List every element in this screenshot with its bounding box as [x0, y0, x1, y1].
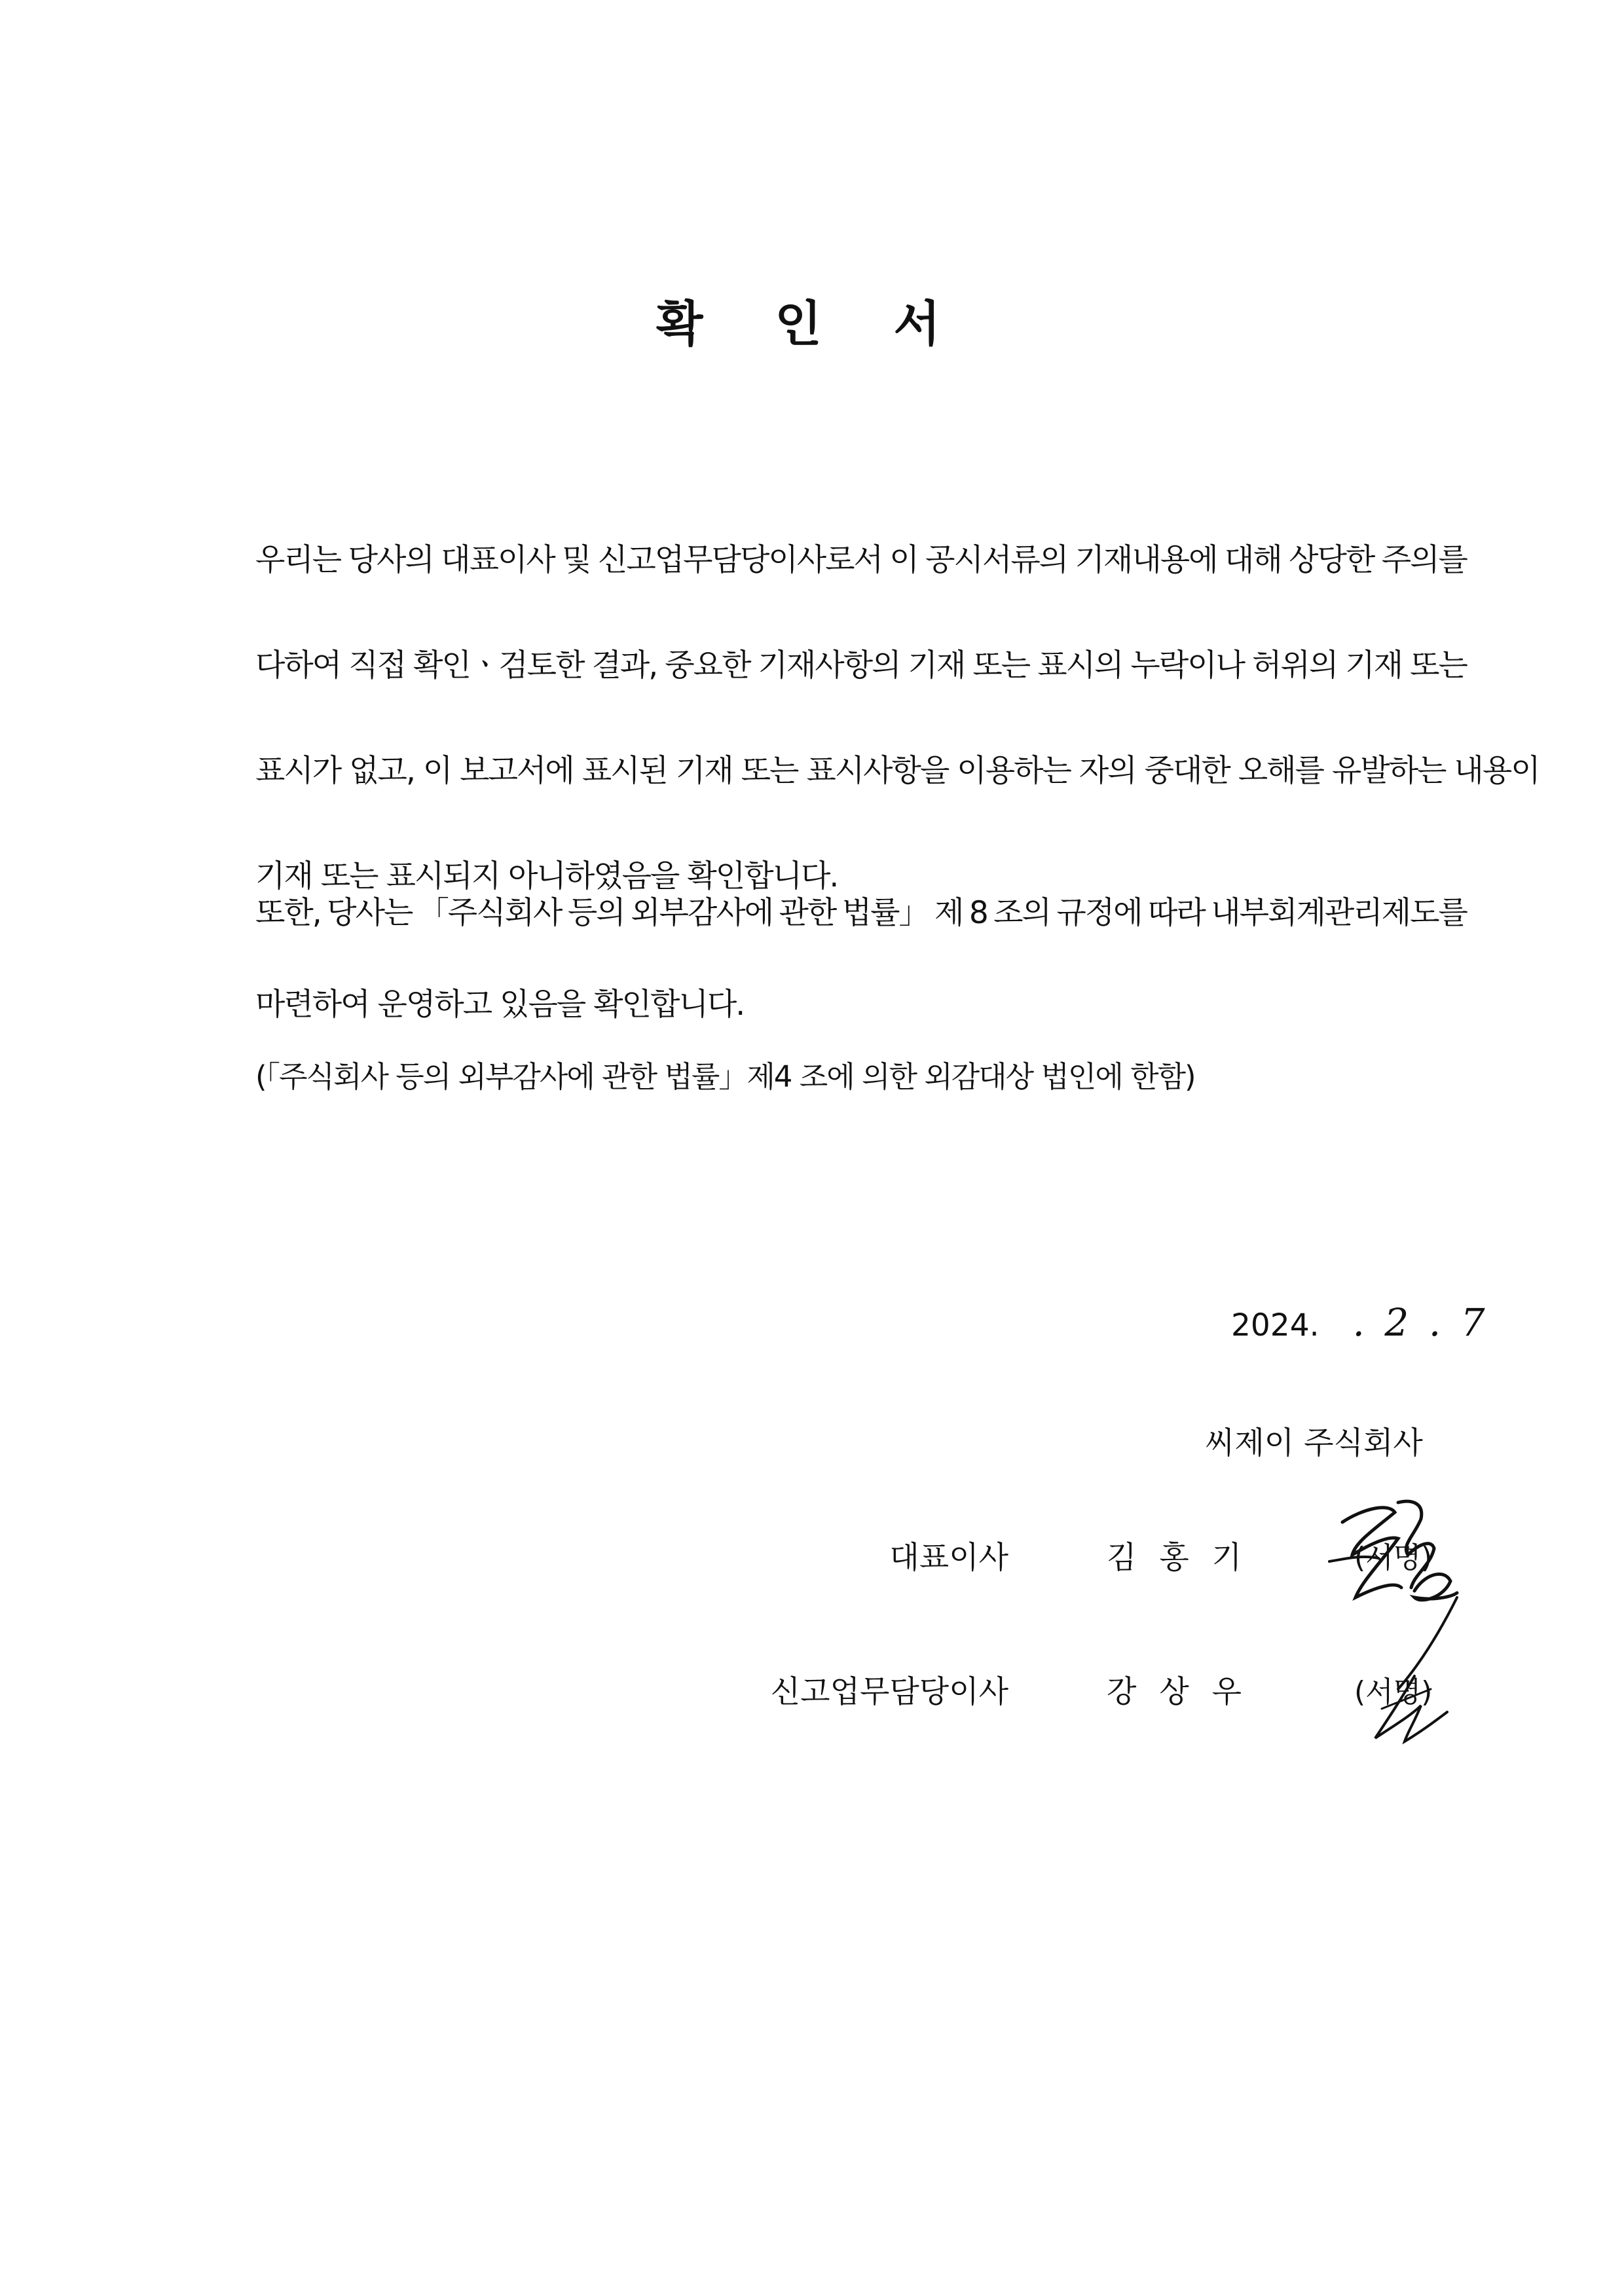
signatory-disclosure-director [0, 1663, 1624, 1722]
word: 신고업무담당이사로서 [597, 541, 882, 578]
word: 또한, [255, 895, 321, 931]
paragraph1-line-1 [255, 507, 1467, 613]
signatory-role: 신고업무담당이사 [770, 1674, 1008, 1710]
word: 공시서류의 [925, 541, 1068, 578]
line-text: 마련하여 운영하고 있음을 확인합니다. [255, 987, 745, 1023]
paragraph1-line-2 [255, 613, 1467, 718]
word: 당사는 [327, 895, 413, 931]
date-printed: 2024. [1231, 1307, 1320, 1343]
word: 직접 [348, 647, 406, 683]
word: 외부감사에 [631, 895, 773, 931]
word: 기재 [908, 647, 965, 683]
handwritten-signature-director [1336, 1591, 1480, 1761]
word: 누락이나 [1130, 647, 1245, 683]
word: 대해 [1224, 541, 1282, 578]
word: 상당한 [1289, 541, 1375, 578]
paragraph-internal-control [255, 867, 1467, 1051]
word: 우리는 [255, 541, 341, 578]
scope-note: (「주식회사 등의 외부감사에 관한 법률」제4 조에 의한 외감대상 법인에 한함) [255, 1059, 1195, 1094]
word: 허위의 [1252, 647, 1338, 683]
word: 결과, [591, 647, 657, 683]
word: 8 [969, 895, 987, 931]
word: 확인ㆍ검토한 [413, 647, 584, 683]
word: 규정에 [1056, 895, 1142, 931]
date-row [1231, 1290, 1489, 1355]
word: 또는 [1410, 647, 1467, 683]
word: 표시의 [1037, 647, 1123, 683]
word: 등의 [567, 895, 625, 931]
line-text: 표시가 없고, 이 보고서에 표시된 기재 또는 표시사항을 이용하는 자의 중대한 오해를 유발하는 내용이 [255, 752, 1540, 789]
word: 또는 [972, 647, 1030, 683]
signature-placeholder: (서명) [1354, 1541, 1433, 1575]
date-handwritten: . 2 . 7 [1352, 1300, 1489, 1345]
word: 조의 [993, 895, 1050, 931]
word: 및 [562, 541, 591, 578]
word: 주의를 [1381, 541, 1467, 578]
paragraph2-line-2 [255, 959, 1467, 1051]
signatory-role: 대표이사 [889, 1540, 1008, 1576]
paragraph-confirmation [255, 507, 1540, 929]
word: 법률」 [841, 895, 929, 931]
signatory-ceo [0, 1529, 1624, 1588]
word: 제 [934, 895, 963, 931]
word: 기재내용에 [1075, 541, 1217, 578]
word: 관한 [779, 895, 836, 931]
word: 중요한 [665, 647, 750, 683]
paragraph1-line-3 [255, 718, 1540, 824]
signatory-name: 강 상 우 [1107, 1674, 1249, 1710]
document-title: 확 인 서 [656, 296, 968, 352]
signature-placeholder: (서명) [1354, 1675, 1433, 1709]
line-text: 기재 또는 표시되지 아니하였음을 확인합니다. [255, 858, 838, 894]
word: 「주식회사 [418, 895, 562, 931]
word: 이 [889, 541, 918, 578]
word: 내부회계관리제도를 [1211, 895, 1467, 931]
signatory-name: 김 홍 기 [1107, 1540, 1249, 1576]
company-name: 씨제이 주식회사 [1205, 1425, 1423, 1461]
word: 기재 [1345, 647, 1403, 683]
word: 다하여 [255, 647, 341, 683]
word: 당사의 [348, 541, 434, 578]
paragraph2-line-1 [255, 867, 1467, 959]
word: 기재사항의 [758, 647, 900, 683]
word: 대표이사 [441, 541, 555, 578]
word: 따라 [1148, 895, 1205, 931]
